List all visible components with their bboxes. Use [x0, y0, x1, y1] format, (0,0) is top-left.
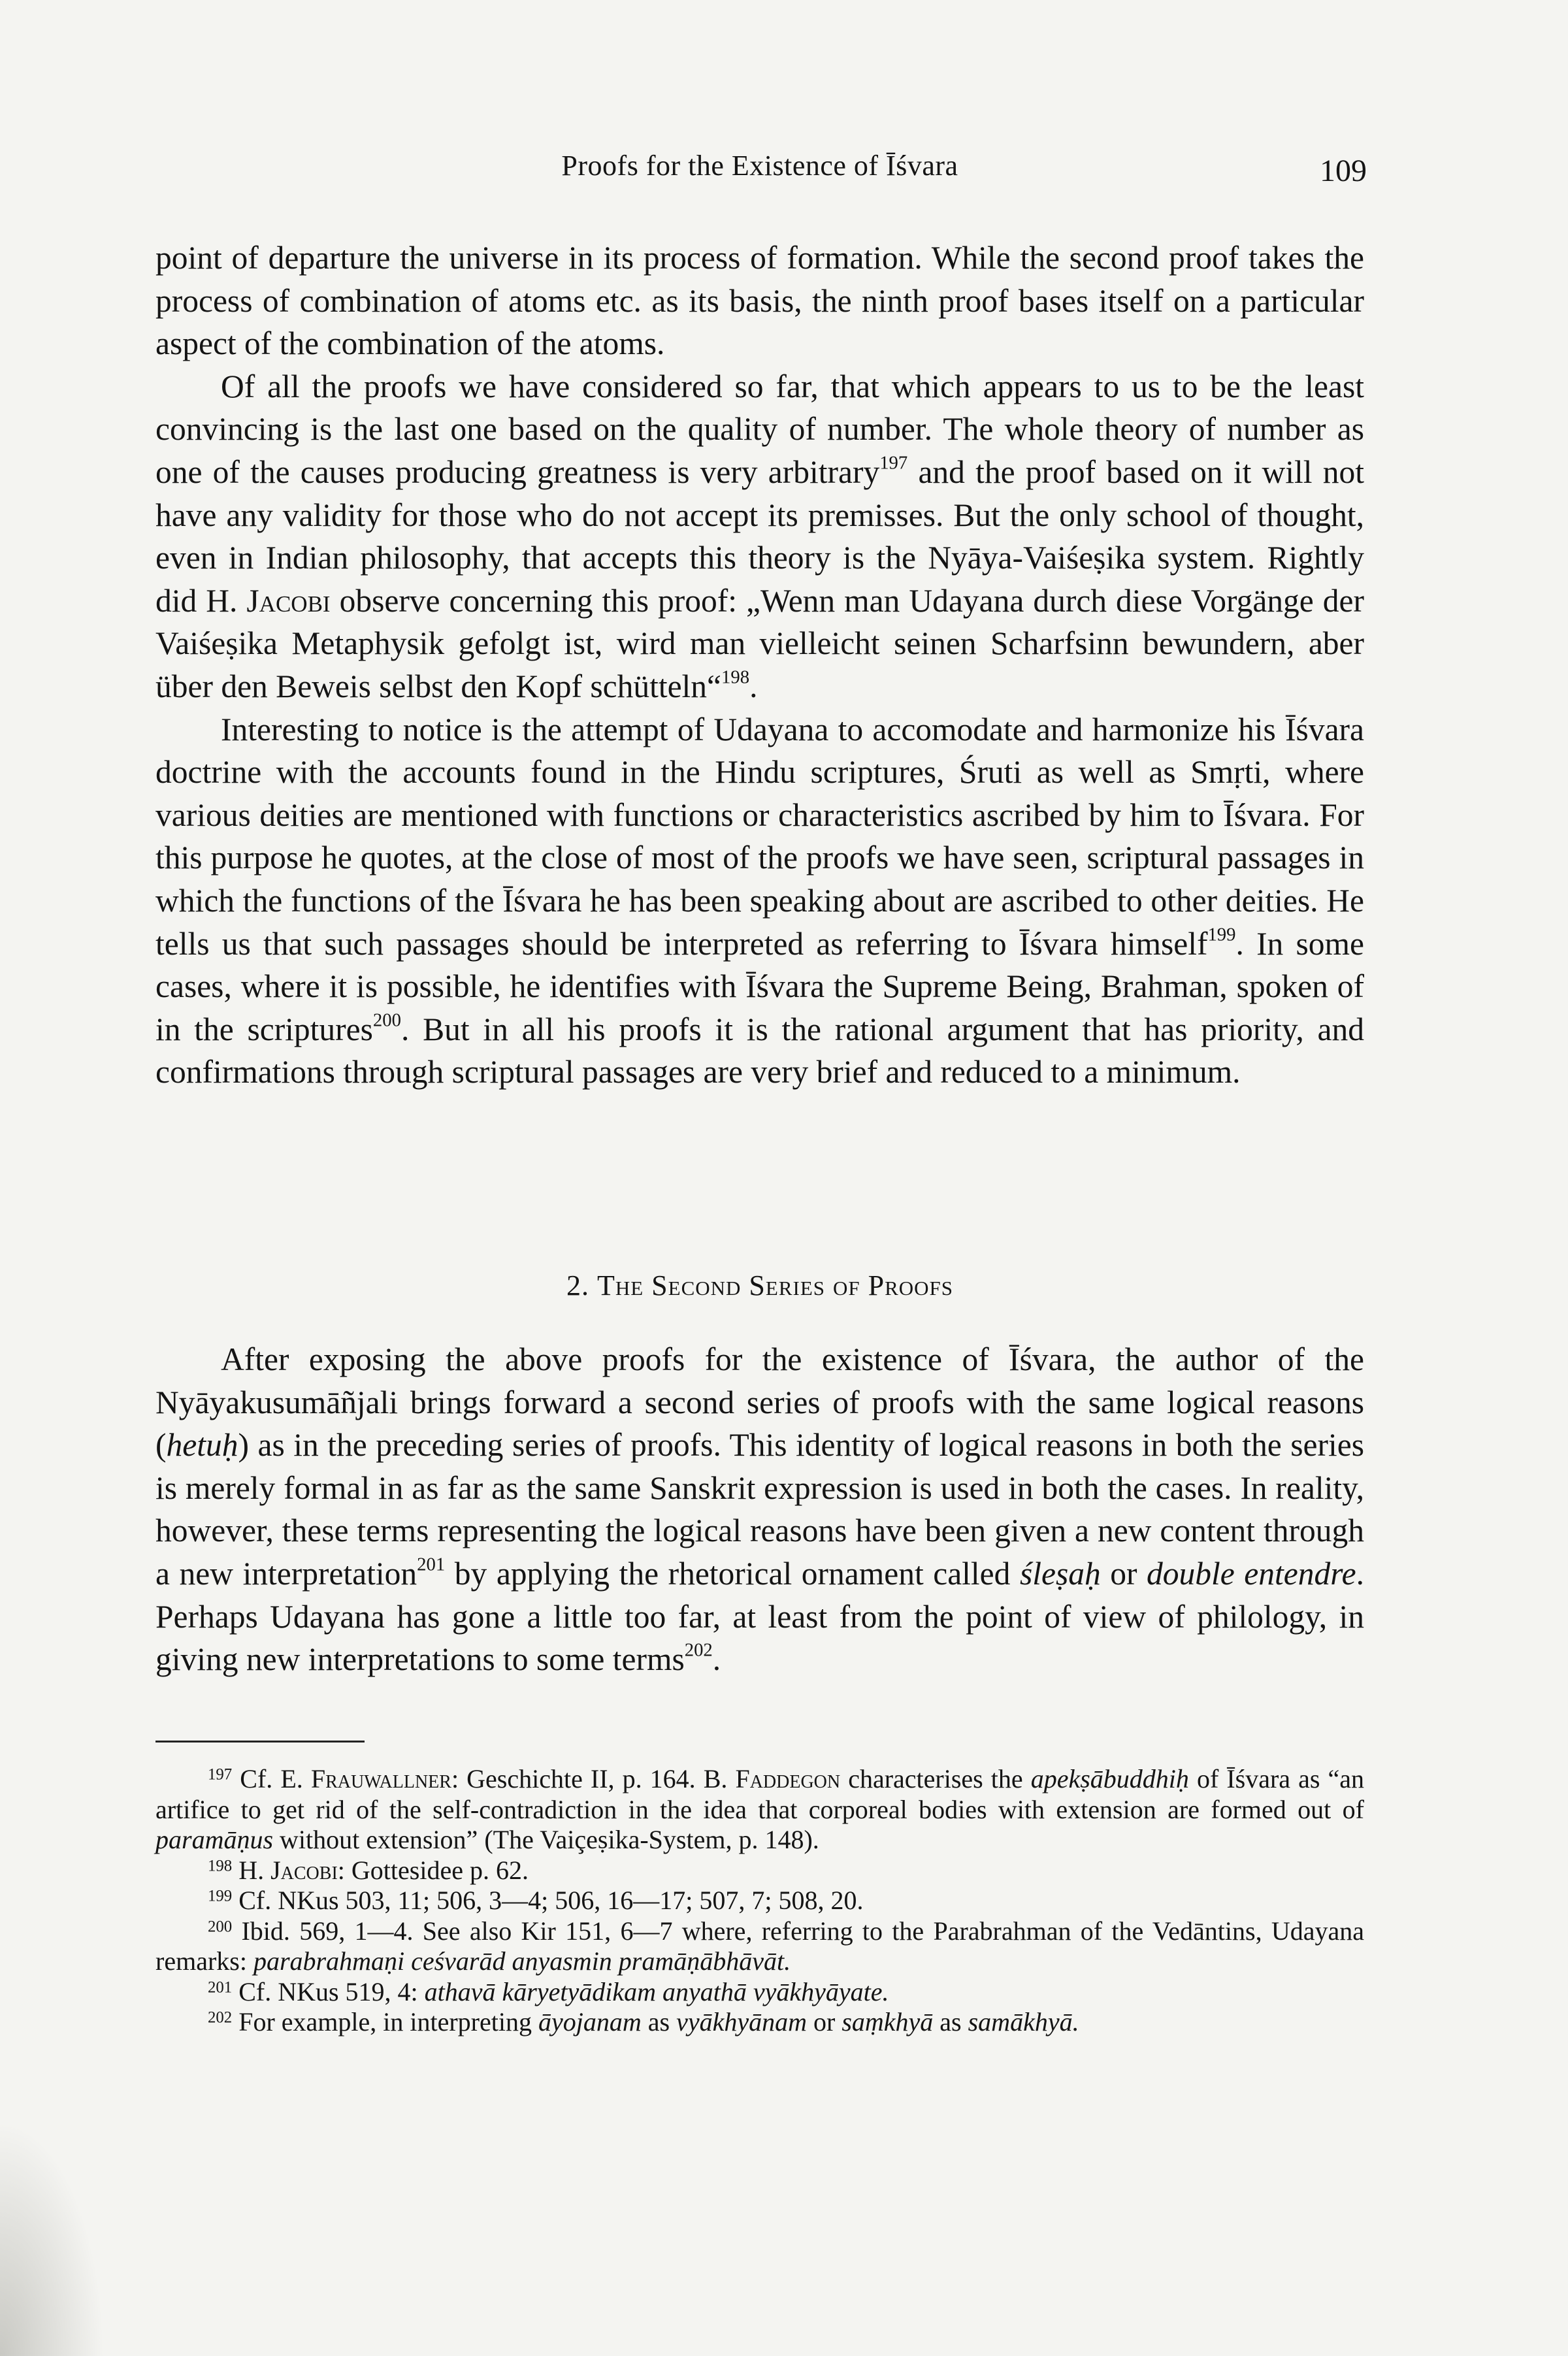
- footnote-ref-201: 201: [417, 1554, 446, 1575]
- section-heading: 2. The Second Series of Proofs: [566, 1269, 954, 1301]
- footnote-199: $^{199}$ Cf. NKus 503, 11; 506, 3—4; 506, 16—17; 507, 7; 508, 20.: [208, 1886, 864, 1915]
- page-edge-shadow: [0, 2121, 105, 2356]
- paragraph-2: Of all the proofs we have considered so far, that which appears to us to be the least convincing is the last one based on the quality of number. The whole theory of number as one of the causes producing greatness is very arbitrary$^{197}$ and the proof based on it will not have any validity for those who do not accept its premisses. But the only school of thought, even in Indian philosophy, that accepts this theory is the Nyāya-Vaiśeṣika system. Rightly did H. Jacobi observe concerning this proof: „Wenn man Udayana durch diese Vorgänge der Vaiśeṣika Metaphysik gefolgt ist, wird man vielleicht seinen Scharfsinn bewundern, aber über den Beweis selbst den Kopf schütteln“$^{198}$.: [155, 368, 1364, 704]
- footnote-197: $^{197}$ Cf. E. Frauwallner: Geschichte II, p. 164. B. Faddegon characterises the apekṣābuddhiḥ of Īśvara as “an artifice to get rid of the self-contradiction in the idea that corporeal bodies with extension are formed out of paramāṇus without extension” (The Vaiçeṣika-System, p. 148).: [155, 1764, 1365, 1854]
- footnote-202: $^{202}$ For example, in interpreting āyojanam as vyākhyānam or saṃkhyā as samākhyā.: [208, 2007, 1079, 2037]
- footnote-201: $^{201}$ Cf. NKus 519, 4: athavā kāryetyādikam anyathā vyākhyāyate.: [208, 1976, 889, 2006]
- paragraph-3: Interesting to notice is the attempt of Udayana to accomodate and harmonize his Īśvara doctrine with the accounts found in the Hindu scriptures, Śruti as well as Smṛti, where various deities are mentioned with functions or characteristics ascribed by him to Īśvara. For this purpose he quotes, at the close of most of the proofs we have seen, scriptural passages in which the functions of the Īśvara he has been speaking about are ascribed to other deities. He tells us that such passages should be interpreted as referring to Īśvara himself$^{199}$. In some cases, where it is possible, he identifies with Īśvara the Supreme Being, Brahman, spoken of in the scriptures$^{200}$. But in all his proofs it is the rational argument that has priority, and confirmations through scriptural passages are very brief and reduced to a minimum.: [155, 711, 1364, 1090]
- footnote-200: $^{200}$ Ibid. 569, 1—4. See also Kir 151, 6—7 where, referring to the Parabrahman of the Vedāntins, Udayana remarks: parabrahmaṇi ceśvarād anyasmin pramāṇābhāvāt.: [155, 1916, 1364, 1976]
- footnote-ref-197: 197: [879, 452, 908, 474]
- paragraph-1: point of departure the universe in its process of formation. While the second proof takes the process of combination of atoms etc. as its basis, the ninth proof bases itself on a particular aspect of the combination of the atoms.: [155, 240, 1364, 362]
- footnote-divider: [155, 1741, 365, 1742]
- paragraph-4: After exposing the above proofs for the existence of Īśvara, the author of the Nyāyakusumāñjali brings forward a second series of proofs with the same logical reasons (hetuḥ) as in the preceding series of proofs. This identity of logical reasons in both the series is merely formal in as far as the same Sanskrit expression is used in both the cases. In reality, however, these terms representing the logical reasons have been given a new content through a new interpretation$^{201}$ by applying the rhetorical ornament called śleṣaḥ or double entendre. Perhaps Udayana has gone a little too far, at least from the point of view of philology, in giving new interpretations to some terms$^{202}$.: [155, 1341, 1364, 1678]
- footnote-ref-200: 200: [372, 1009, 401, 1031]
- footnote-ref-198: 198: [721, 666, 750, 688]
- running-title: Proofs for the Existence of Īśvara: [561, 150, 958, 182]
- footnote-ref-199: 199: [1207, 923, 1236, 945]
- page-number: 109: [1320, 154, 1367, 188]
- footnotes: [155, 1764, 1364, 2038]
- author-name: Jacobi: [246, 582, 331, 619]
- section-text: [155, 1338, 1364, 1681]
- page-header: [155, 149, 1367, 195]
- footnote-198: $^{198}$ H. Jacobi: Gottesidee p. 62.: [208, 1855, 529, 1885]
- footnote-ref-202: 202: [684, 1639, 713, 1661]
- main-text: [155, 237, 1364, 1094]
